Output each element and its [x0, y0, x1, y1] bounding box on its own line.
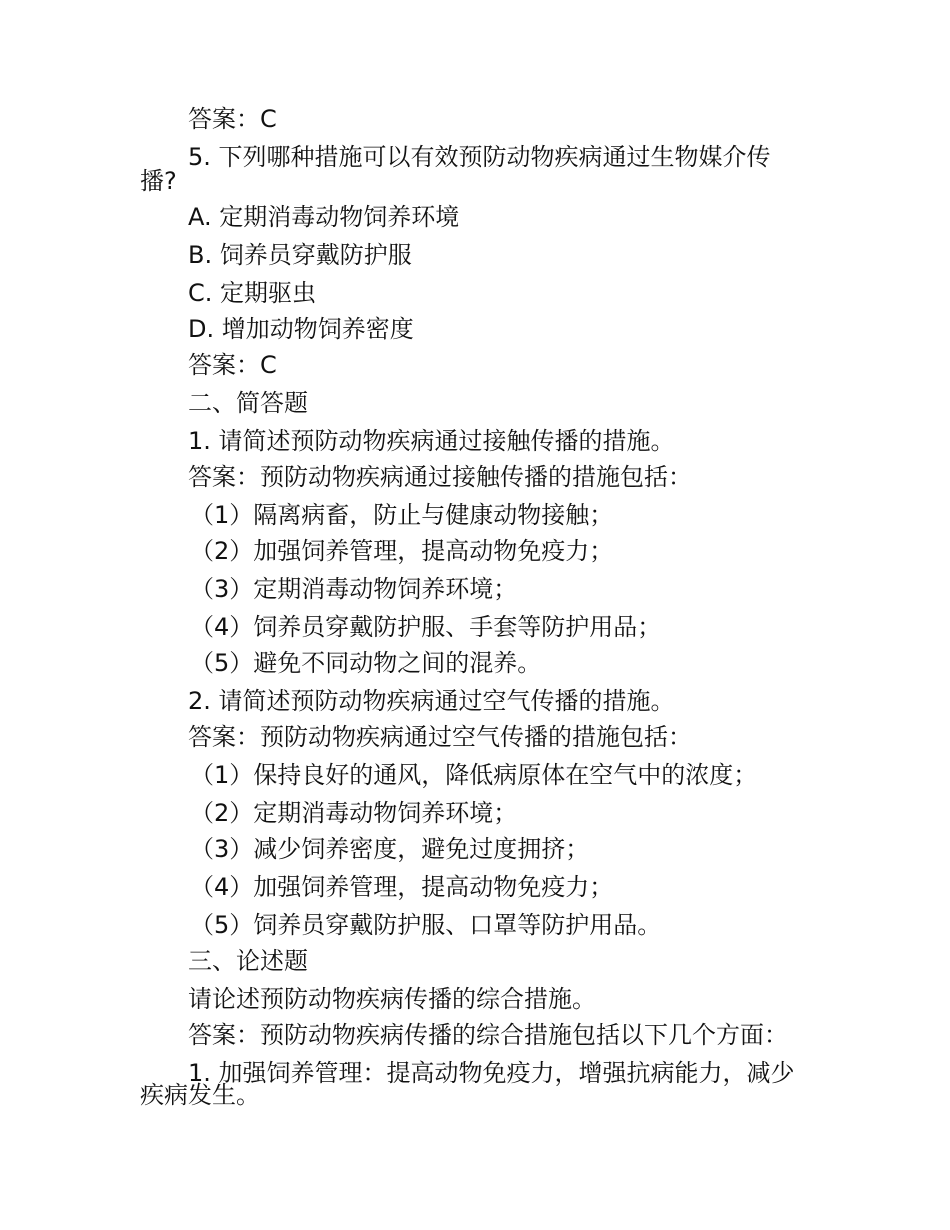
- short-answer-1-item-3: （3）定期消毒动物饲养环境；: [190, 575, 518, 603]
- short-answer-1-intro: 答案：预防动物疾病通过接触传播的措施包括：: [188, 463, 692, 491]
- short-answer-2-item-2: （2）定期消毒动物饲养环境；: [190, 799, 518, 827]
- short-answer-1-item-4: （4）饲养员穿戴防护服、手套等防护用品；: [190, 613, 662, 641]
- answer-q4: 答案：C: [188, 105, 277, 133]
- section-heading-short-answer: 二、简答题: [188, 389, 308, 417]
- option-d: D. 增加动物饲养密度: [188, 315, 414, 343]
- short-answer-2-item-5: （5）饲养员穿戴防护服、口罩等防护用品。: [190, 911, 662, 939]
- section-heading-essay: 三、论述题: [188, 947, 308, 975]
- short-answer-2-intro: 答案：预防动物疾病通过空气传播的措施包括：: [188, 723, 692, 751]
- short-question-1: 1. 请简述预防动物疾病通过接触传播的措施。: [188, 427, 675, 455]
- short-question-2: 2. 请简述预防动物疾病通过空气传播的措施。: [188, 687, 675, 715]
- short-answer-2-item-3: （3）减少饲养密度，避免过度拥挤；: [190, 835, 590, 863]
- answer-q5: 答案：C: [188, 351, 277, 379]
- essay-answer-point-1: 1. 加强饲养管理：提高动物免疫力，增强抗病能力，减少: [188, 1059, 795, 1087]
- short-answer-1-item-1: （1）隔离病畜，防止与健康动物接触；: [190, 501, 614, 529]
- short-answer-1-item-2: （2）加强饲养管理，提高动物免疫力；: [190, 537, 614, 565]
- option-b: B. 饲养员穿戴防护服: [188, 241, 412, 269]
- option-c: C. 定期驱虫: [188, 279, 317, 307]
- essay-question: 请论述预防动物疾病传播的综合措施。: [188, 985, 596, 1013]
- question-5-continued: 播?: [140, 167, 177, 195]
- question-5: 5. 下列哪种措施可以有效预防动物疾病通过生物媒介传: [188, 143, 771, 171]
- short-answer-2-item-4: （4）加强饲养管理，提高动物免疫力；: [190, 873, 614, 901]
- essay-answer-point-1-continued: 疾病发生。: [140, 1081, 260, 1109]
- essay-answer-intro: 答案：预防动物疾病传播的综合措施包括以下几个方面：: [188, 1021, 788, 1049]
- short-answer-2-item-1: （1）保持良好的通风，降低病原体在空气中的浓度；: [190, 761, 758, 789]
- option-a: A. 定期消毒动物饲养环境: [188, 203, 460, 231]
- short-answer-1-item-5: （5）避免不同动物之间的混养。: [190, 649, 542, 677]
